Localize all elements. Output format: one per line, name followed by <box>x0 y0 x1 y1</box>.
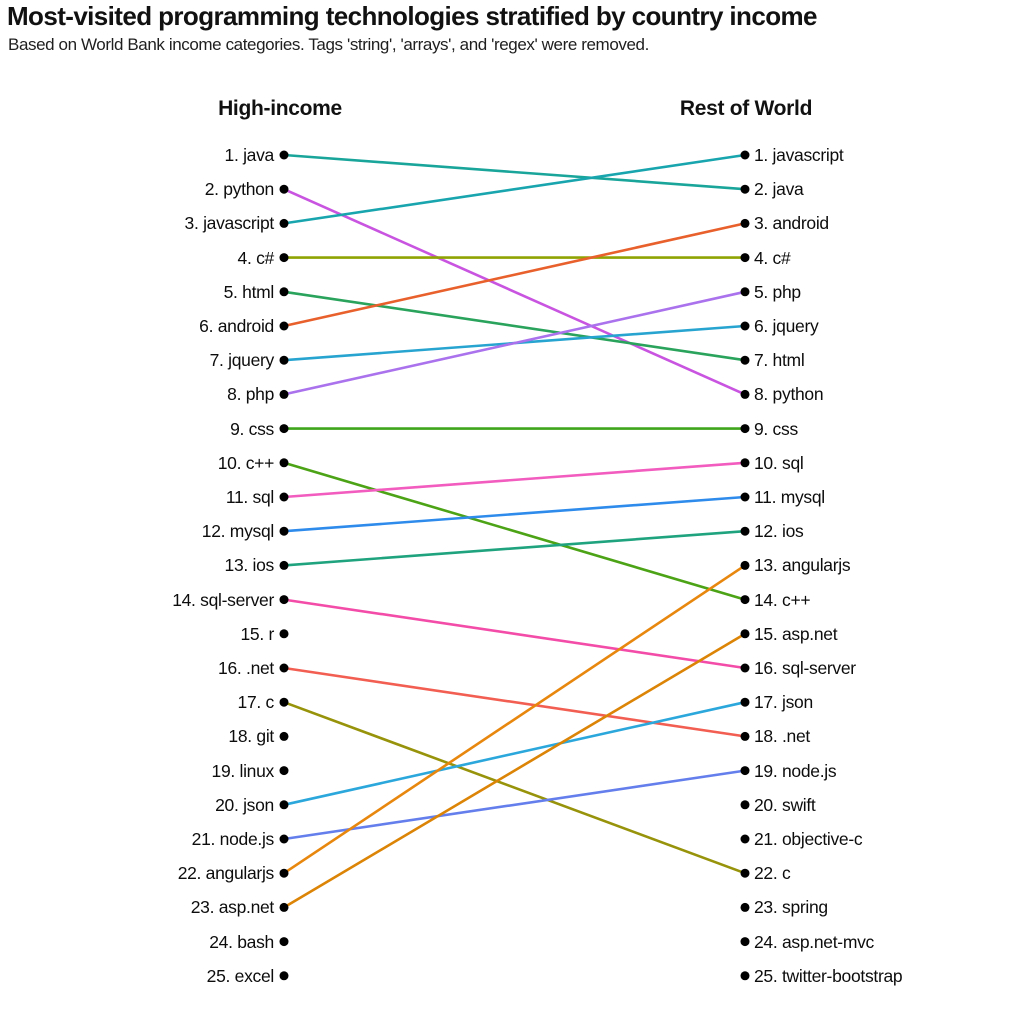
rank-dot-left-3 <box>280 219 289 228</box>
slope-line-java <box>284 155 745 189</box>
rank-dot-right-10 <box>741 458 750 467</box>
slope-line-sql <box>284 463 745 497</box>
rank-label-right-13: 13. angularjs <box>754 555 851 576</box>
slope-line-asp-net <box>284 634 745 908</box>
rank-dot-right-7 <box>741 356 750 365</box>
rank-label-right-18: 18. .net <box>754 726 810 747</box>
rank-dot-right-9 <box>741 424 750 433</box>
rank-dot-left-5 <box>280 287 289 296</box>
rank-dot-left-12 <box>280 527 289 536</box>
slope-line-c-plus-plus <box>284 463 745 600</box>
rank-dot-right-15 <box>741 629 750 638</box>
rank-label-right-16: 16. sql-server <box>754 658 856 678</box>
rank-dot-left-8 <box>280 390 289 399</box>
rank-label-left-10: 10. c++ <box>217 452 274 473</box>
rank-label-right-22: 22. c <box>754 863 791 884</box>
rank-dot-right-3 <box>741 219 750 228</box>
rank-dot-left-22 <box>280 869 289 878</box>
rank-label-left-20: 20. json <box>215 794 274 815</box>
rank-dot-left-21 <box>280 835 289 844</box>
slope-line-dot-net <box>284 668 745 736</box>
slope-line-python <box>284 189 745 394</box>
slope-line-json <box>284 702 745 805</box>
rank-label-right-19: 19. node.js <box>754 760 837 781</box>
rank-dot-left-25 <box>280 971 289 980</box>
rank-label-right-4: 4. c# <box>754 247 791 268</box>
rank-label-left-14: 14. sql-server <box>172 589 274 610</box>
rank-dot-right-14 <box>741 595 750 604</box>
rank-label-left-15: 15. r <box>240 623 274 644</box>
rank-label-right-3: 3. android <box>754 213 829 234</box>
rank-dot-right-22 <box>741 869 750 878</box>
rank-dot-right-21 <box>741 835 750 844</box>
slope-line-sql-server <box>284 600 745 668</box>
rank-dot-left-6 <box>280 322 289 331</box>
rank-label-right-23: 23. spring <box>754 897 828 918</box>
rank-dot-left-17 <box>280 698 289 707</box>
chart-title: Most-visited programming technologies stratified by country income <box>7 1 817 31</box>
rank-dot-left-1 <box>280 151 289 160</box>
rank-label-right-15: 15. asp.net <box>754 623 838 644</box>
rank-label-left-2: 2. python <box>204 179 274 200</box>
rank-dot-right-24 <box>741 937 750 946</box>
rank-label-right-7: 7. html <box>754 350 805 371</box>
slope-line-angularjs <box>284 565 745 873</box>
rank-dot-left-24 <box>280 937 289 946</box>
rank-label-left-18: 18. git <box>228 726 274 747</box>
rank-dot-right-5 <box>741 287 750 296</box>
slope-line-node-js <box>284 771 745 839</box>
rank-label-right-1: 1. javascript <box>754 145 844 165</box>
rank-dot-right-2 <box>741 185 750 194</box>
rank-label-left-22: 22. angularjs <box>177 863 274 884</box>
rank-label-right-12: 12. ios <box>754 521 804 542</box>
slope-line-mysql <box>284 497 745 531</box>
rank-dot-left-13 <box>280 561 289 570</box>
rank-label-right-17: 17. json <box>754 692 813 713</box>
rank-label-left-9: 9. css <box>230 418 274 439</box>
rank-dot-right-16 <box>741 664 750 673</box>
slope-line-html <box>284 292 745 360</box>
rank-label-left-6: 6. android <box>199 316 274 336</box>
rank-dot-left-23 <box>280 903 289 912</box>
rank-label-right-5: 5. php <box>754 281 801 302</box>
rank-dot-right-13 <box>741 561 750 570</box>
rank-dot-left-11 <box>280 493 289 502</box>
rank-dot-left-16 <box>280 664 289 673</box>
slope-line-javascript <box>284 155 745 223</box>
rank-dot-left-7 <box>280 356 289 365</box>
slope-line-ios <box>284 531 745 565</box>
rank-dot-left-19 <box>280 766 289 775</box>
rank-dot-right-18 <box>741 732 750 741</box>
rank-dot-left-10 <box>280 458 289 467</box>
rank-dot-left-20 <box>280 800 289 809</box>
rank-dot-right-1 <box>741 151 750 160</box>
rank-label-right-24: 24. asp.net-mvc <box>754 931 874 952</box>
column-header-high-income: High-income <box>218 97 342 120</box>
rank-dot-left-18 <box>280 732 289 741</box>
rank-label-right-6: 6. jquery <box>754 316 819 336</box>
rank-label-left-3: 3. javascript <box>184 213 274 234</box>
rank-label-right-21: 21. objective-c <box>754 829 863 849</box>
rank-label-left-1: 1. java <box>224 145 274 165</box>
slope-line-c <box>284 702 745 873</box>
rank-label-left-4: 4. c# <box>237 247 274 268</box>
rank-label-right-14: 14. c++ <box>754 589 811 610</box>
rank-label-left-17: 17. c <box>237 692 274 713</box>
rank-label-left-21: 21. node.js <box>191 829 274 849</box>
rank-label-right-9: 9. css <box>754 418 798 439</box>
rank-label-left-24: 24. bash <box>209 931 274 952</box>
rank-label-right-11: 11. mysql <box>754 487 825 507</box>
rank-dot-right-20 <box>741 800 750 809</box>
rank-label-right-8: 8. python <box>754 384 824 405</box>
rank-dot-right-4 <box>741 253 750 262</box>
chart-subtitle: Based on World Bank income categories. Tags 'string', 'arrays', and 'regex' were removed. <box>8 35 649 54</box>
rank-label-left-12: 12. mysql <box>201 521 274 542</box>
rank-label-left-19: 19. linux <box>211 760 274 781</box>
rank-label-right-25: 25. twitter-bootstrap <box>754 965 903 986</box>
rank-label-left-16: 16. .net <box>218 658 274 678</box>
rank-label-right-20: 20. swift <box>754 794 816 815</box>
rank-label-right-2: 2. java <box>754 179 804 200</box>
rank-label-left-11: 11. sql <box>225 487 274 507</box>
rank-dot-right-19 <box>741 766 750 775</box>
rank-dot-left-2 <box>280 185 289 194</box>
slope-line-android <box>284 223 745 326</box>
rank-label-left-5: 5. html <box>223 281 274 302</box>
rank-label-right-10: 10. sql <box>754 452 804 473</box>
rank-dot-left-9 <box>280 424 289 433</box>
rank-dot-left-4 <box>280 253 289 262</box>
rank-dot-right-8 <box>741 390 750 399</box>
rank-label-left-25: 25. excel <box>206 965 274 986</box>
rank-dot-right-25 <box>741 971 750 980</box>
rank-dot-left-14 <box>280 595 289 604</box>
rank-dot-right-11 <box>741 493 750 502</box>
rank-label-left-23: 23. asp.net <box>190 897 274 918</box>
rank-dot-right-17 <box>741 698 750 707</box>
rank-label-left-8: 8. php <box>227 384 274 405</box>
slope-line-php <box>284 292 745 395</box>
rank-label-left-7: 7. jquery <box>209 350 274 371</box>
rank-label-left-13: 13. ios <box>224 555 274 576</box>
rank-dot-right-12 <box>741 527 750 536</box>
column-header-rest-of-world: Rest of World <box>679 97 813 120</box>
rank-dot-right-23 <box>741 903 750 912</box>
rank-dot-right-6 <box>741 322 750 331</box>
rank-dot-left-15 <box>280 629 289 638</box>
